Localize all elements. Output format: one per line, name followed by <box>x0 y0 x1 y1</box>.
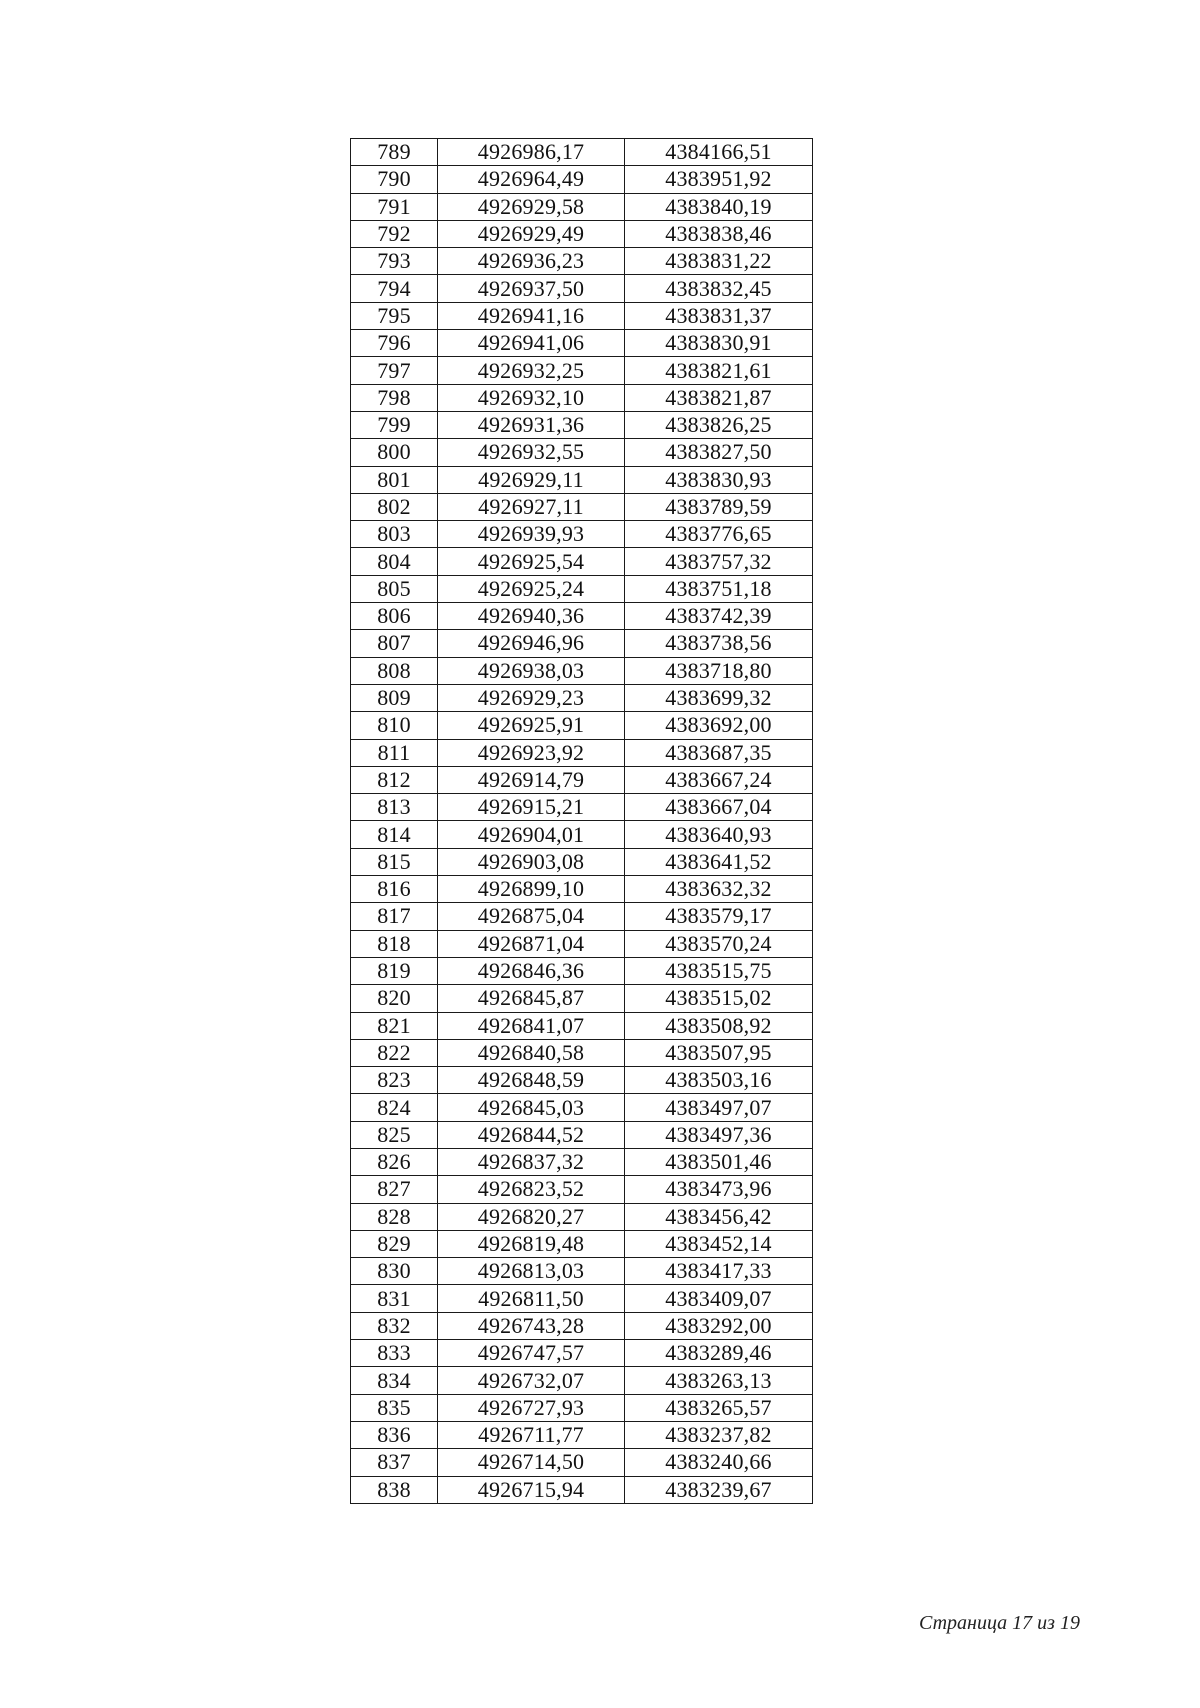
y-coordinate-cell: 4383417,33 <box>625 1258 813 1285</box>
x-coordinate-cell: 4926711,77 <box>438 1421 625 1448</box>
y-coordinate-cell: 4383289,46 <box>625 1340 813 1367</box>
y-coordinate-cell: 4383667,24 <box>625 766 813 793</box>
x-coordinate-cell: 4926727,93 <box>438 1394 625 1421</box>
y-coordinate-cell: 4383237,82 <box>625 1421 813 1448</box>
table-row <box>351 766 813 793</box>
y-coordinate-cell: 4383821,87 <box>625 384 813 411</box>
point-number-cell: 802 <box>351 493 438 520</box>
y-coordinate-cell: 4383830,93 <box>625 466 813 493</box>
point-number-cell: 792 <box>351 220 438 247</box>
y-coordinate-cell: 4384166,51 <box>625 139 813 166</box>
table-row <box>351 739 813 766</box>
point-number-cell: 827 <box>351 1176 438 1203</box>
point-number-cell: 806 <box>351 603 438 630</box>
table-row <box>351 1121 813 1148</box>
table-row <box>351 1340 813 1367</box>
point-number-cell: 807 <box>351 630 438 657</box>
y-coordinate-cell: 4383515,75 <box>625 957 813 984</box>
point-number-cell: 826 <box>351 1148 438 1175</box>
point-number-cell: 825 <box>351 1121 438 1148</box>
table-row <box>351 657 813 684</box>
y-coordinate-cell: 4383667,04 <box>625 794 813 821</box>
x-coordinate-cell: 4926841,07 <box>438 1012 625 1039</box>
y-coordinate-cell: 4383507,95 <box>625 1039 813 1066</box>
y-coordinate-cell: 4383830,91 <box>625 330 813 357</box>
y-coordinate-cell: 4383692,00 <box>625 712 813 739</box>
table-row <box>351 220 813 247</box>
x-coordinate-cell: 4926986,17 <box>438 139 625 166</box>
table-row <box>351 466 813 493</box>
y-coordinate-cell: 4383751,18 <box>625 575 813 602</box>
x-coordinate-cell: 4926811,50 <box>438 1285 625 1312</box>
x-coordinate-cell: 4926732,07 <box>438 1367 625 1394</box>
y-coordinate-cell: 4383840,19 <box>625 193 813 220</box>
point-number-cell: 821 <box>351 1012 438 1039</box>
table-row <box>351 1094 813 1121</box>
table-row <box>351 1394 813 1421</box>
y-coordinate-cell: 4383579,17 <box>625 903 813 930</box>
table-row <box>351 684 813 711</box>
table-row <box>351 493 813 520</box>
x-coordinate-cell: 4926845,03 <box>438 1094 625 1121</box>
point-number-cell: 789 <box>351 139 438 166</box>
y-coordinate-cell: 4383265,57 <box>625 1394 813 1421</box>
point-number-cell: 793 <box>351 248 438 275</box>
y-coordinate-cell: 4383640,93 <box>625 821 813 848</box>
point-number-cell: 820 <box>351 985 438 1012</box>
table-row <box>351 357 813 384</box>
point-number-cell: 812 <box>351 766 438 793</box>
x-coordinate-cell: 4926846,36 <box>438 957 625 984</box>
y-coordinate-cell: 4383503,16 <box>625 1067 813 1094</box>
table-row <box>351 384 813 411</box>
table-row <box>351 193 813 220</box>
x-coordinate-cell: 4926845,87 <box>438 985 625 1012</box>
y-coordinate-cell: 4383497,36 <box>625 1121 813 1148</box>
y-coordinate-cell: 4383292,00 <box>625 1312 813 1339</box>
table-row <box>351 1203 813 1230</box>
table-row <box>351 1421 813 1448</box>
point-number-cell: 804 <box>351 548 438 575</box>
y-coordinate-cell: 4383508,92 <box>625 1012 813 1039</box>
x-coordinate-cell: 4926929,49 <box>438 220 625 247</box>
y-coordinate-cell: 4383570,24 <box>625 930 813 957</box>
point-number-cell: 797 <box>351 357 438 384</box>
x-coordinate-cell: 4926914,79 <box>438 766 625 793</box>
y-coordinate-cell: 4383641,52 <box>625 848 813 875</box>
y-coordinate-cell: 4383501,46 <box>625 1148 813 1175</box>
point-number-cell: 834 <box>351 1367 438 1394</box>
y-coordinate-cell: 4383789,59 <box>625 493 813 520</box>
point-number-cell: 816 <box>351 876 438 903</box>
table-row <box>351 139 813 166</box>
x-coordinate-cell: 4926938,03 <box>438 657 625 684</box>
point-number-cell: 838 <box>351 1476 438 1503</box>
x-coordinate-cell: 4926932,10 <box>438 384 625 411</box>
point-number-cell: 808 <box>351 657 438 684</box>
table-row <box>351 411 813 438</box>
table-row <box>351 521 813 548</box>
table-row <box>351 1312 813 1339</box>
x-coordinate-cell: 4926931,36 <box>438 411 625 438</box>
x-coordinate-cell: 4926927,11 <box>438 493 625 520</box>
y-coordinate-cell: 4383456,42 <box>625 1203 813 1230</box>
table-row <box>351 848 813 875</box>
point-number-cell: 811 <box>351 739 438 766</box>
y-coordinate-cell: 4383826,25 <box>625 411 813 438</box>
x-coordinate-cell: 4926946,96 <box>438 630 625 657</box>
table-row <box>351 439 813 466</box>
y-coordinate-cell: 4383838,46 <box>625 220 813 247</box>
table-row <box>351 1012 813 1039</box>
page-number-footer: Страница 17 из 19 <box>918 1612 1080 1634</box>
x-coordinate-cell: 4926937,50 <box>438 275 625 302</box>
y-coordinate-cell: 4383827,50 <box>625 439 813 466</box>
point-number-cell: 833 <box>351 1340 438 1367</box>
point-number-cell: 801 <box>351 466 438 493</box>
x-coordinate-cell: 4926923,92 <box>438 739 625 766</box>
point-number-cell: 824 <box>351 1094 438 1121</box>
table-row <box>351 930 813 957</box>
x-coordinate-cell: 4926747,57 <box>438 1340 625 1367</box>
point-number-cell: 794 <box>351 275 438 302</box>
x-coordinate-cell: 4926837,32 <box>438 1148 625 1175</box>
x-coordinate-cell: 4926939,93 <box>438 521 625 548</box>
point-number-cell: 832 <box>351 1312 438 1339</box>
table-row <box>351 957 813 984</box>
point-number-cell: 835 <box>351 1394 438 1421</box>
point-number-cell: 795 <box>351 302 438 329</box>
point-number-cell: 799 <box>351 411 438 438</box>
point-number-cell: 796 <box>351 330 438 357</box>
table-row <box>351 1230 813 1257</box>
y-coordinate-cell: 4383776,65 <box>625 521 813 548</box>
x-coordinate-cell: 4926929,11 <box>438 466 625 493</box>
x-coordinate-cell: 4926925,91 <box>438 712 625 739</box>
point-number-cell: 810 <box>351 712 438 739</box>
table-row <box>351 794 813 821</box>
point-number-cell: 813 <box>351 794 438 821</box>
y-coordinate-cell: 4383687,35 <box>625 739 813 766</box>
y-coordinate-cell: 4383757,32 <box>625 548 813 575</box>
y-coordinate-cell: 4383738,56 <box>625 630 813 657</box>
point-number-cell: 800 <box>351 439 438 466</box>
x-coordinate-cell: 4926941,16 <box>438 302 625 329</box>
x-coordinate-cell: 4926871,04 <box>438 930 625 957</box>
table-row <box>351 166 813 193</box>
x-coordinate-cell: 4926714,50 <box>438 1449 625 1476</box>
table-row <box>351 603 813 630</box>
point-number-cell: 803 <box>351 521 438 548</box>
y-coordinate-cell: 4383821,61 <box>625 357 813 384</box>
y-coordinate-cell: 4383742,39 <box>625 603 813 630</box>
y-coordinate-cell: 4383831,37 <box>625 302 813 329</box>
x-coordinate-cell: 4926819,48 <box>438 1230 625 1257</box>
point-number-cell: 798 <box>351 384 438 411</box>
x-coordinate-cell: 4926840,58 <box>438 1039 625 1066</box>
y-coordinate-cell: 4383832,45 <box>625 275 813 302</box>
table-row <box>351 1176 813 1203</box>
x-coordinate-cell: 4926964,49 <box>438 166 625 193</box>
table-row <box>351 876 813 903</box>
point-number-cell: 809 <box>351 684 438 711</box>
table-row <box>351 302 813 329</box>
table-row <box>351 985 813 1012</box>
table-row <box>351 712 813 739</box>
x-coordinate-cell: 4926899,10 <box>438 876 625 903</box>
point-number-cell: 836 <box>351 1421 438 1448</box>
x-coordinate-cell: 4926925,24 <box>438 575 625 602</box>
y-coordinate-cell: 4383699,32 <box>625 684 813 711</box>
point-number-cell: 830 <box>351 1258 438 1285</box>
x-coordinate-cell: 4926820,27 <box>438 1203 625 1230</box>
point-number-cell: 814 <box>351 821 438 848</box>
y-coordinate-cell: 4383515,02 <box>625 985 813 1012</box>
x-coordinate-cell: 4926925,54 <box>438 548 625 575</box>
point-number-cell: 831 <box>351 1285 438 1312</box>
table-row <box>351 903 813 930</box>
coordinates-table <box>350 138 813 1504</box>
table-row <box>351 1258 813 1285</box>
y-coordinate-cell: 4383452,14 <box>625 1230 813 1257</box>
y-coordinate-cell: 4383239,67 <box>625 1476 813 1503</box>
table-row <box>351 821 813 848</box>
point-number-cell: 805 <box>351 575 438 602</box>
table-row <box>351 248 813 275</box>
point-number-cell: 822 <box>351 1039 438 1066</box>
x-coordinate-cell: 4926915,21 <box>438 794 625 821</box>
table-row <box>351 575 813 602</box>
y-coordinate-cell: 4383240,66 <box>625 1449 813 1476</box>
x-coordinate-cell: 4926929,23 <box>438 684 625 711</box>
x-coordinate-cell: 4926904,01 <box>438 821 625 848</box>
point-number-cell: 791 <box>351 193 438 220</box>
y-coordinate-cell: 4383632,32 <box>625 876 813 903</box>
x-coordinate-cell: 4926932,25 <box>438 357 625 384</box>
point-number-cell: 818 <box>351 930 438 957</box>
table-row <box>351 275 813 302</box>
x-coordinate-cell: 4926823,52 <box>438 1176 625 1203</box>
y-coordinate-cell: 4383831,22 <box>625 248 813 275</box>
point-number-cell: 823 <box>351 1067 438 1094</box>
point-number-cell: 819 <box>351 957 438 984</box>
y-coordinate-cell: 4383473,96 <box>625 1176 813 1203</box>
point-number-cell: 817 <box>351 903 438 930</box>
table-row <box>351 1039 813 1066</box>
y-coordinate-cell: 4383718,80 <box>625 657 813 684</box>
x-coordinate-cell: 4926941,06 <box>438 330 625 357</box>
y-coordinate-cell: 4383409,07 <box>625 1285 813 1312</box>
x-coordinate-cell: 4926936,23 <box>438 248 625 275</box>
x-coordinate-cell: 4926848,59 <box>438 1067 625 1094</box>
table-row <box>351 1367 813 1394</box>
y-coordinate-cell: 4383263,13 <box>625 1367 813 1394</box>
point-number-cell: 815 <box>351 848 438 875</box>
table-row <box>351 1449 813 1476</box>
coordinates-table-body <box>351 139 813 1504</box>
point-number-cell: 790 <box>351 166 438 193</box>
y-coordinate-cell: 4383497,07 <box>625 1094 813 1121</box>
table-row <box>351 548 813 575</box>
point-number-cell: 829 <box>351 1230 438 1257</box>
table-row <box>351 330 813 357</box>
x-coordinate-cell: 4926844,52 <box>438 1121 625 1148</box>
x-coordinate-cell: 4926940,36 <box>438 603 625 630</box>
point-number-cell: 828 <box>351 1203 438 1230</box>
table-row <box>351 1285 813 1312</box>
x-coordinate-cell: 4926743,28 <box>438 1312 625 1339</box>
table-row <box>351 630 813 657</box>
x-coordinate-cell: 4926875,04 <box>438 903 625 930</box>
table-row <box>351 1067 813 1094</box>
point-number-cell: 837 <box>351 1449 438 1476</box>
x-coordinate-cell: 4926715,94 <box>438 1476 625 1503</box>
x-coordinate-cell: 4926932,55 <box>438 439 625 466</box>
x-coordinate-cell: 4926903,08 <box>438 848 625 875</box>
table-row <box>351 1148 813 1175</box>
y-coordinate-cell: 4383951,92 <box>625 166 813 193</box>
x-coordinate-cell: 4926813,03 <box>438 1258 625 1285</box>
table-row <box>351 1476 813 1503</box>
x-coordinate-cell: 4926929,58 <box>438 193 625 220</box>
